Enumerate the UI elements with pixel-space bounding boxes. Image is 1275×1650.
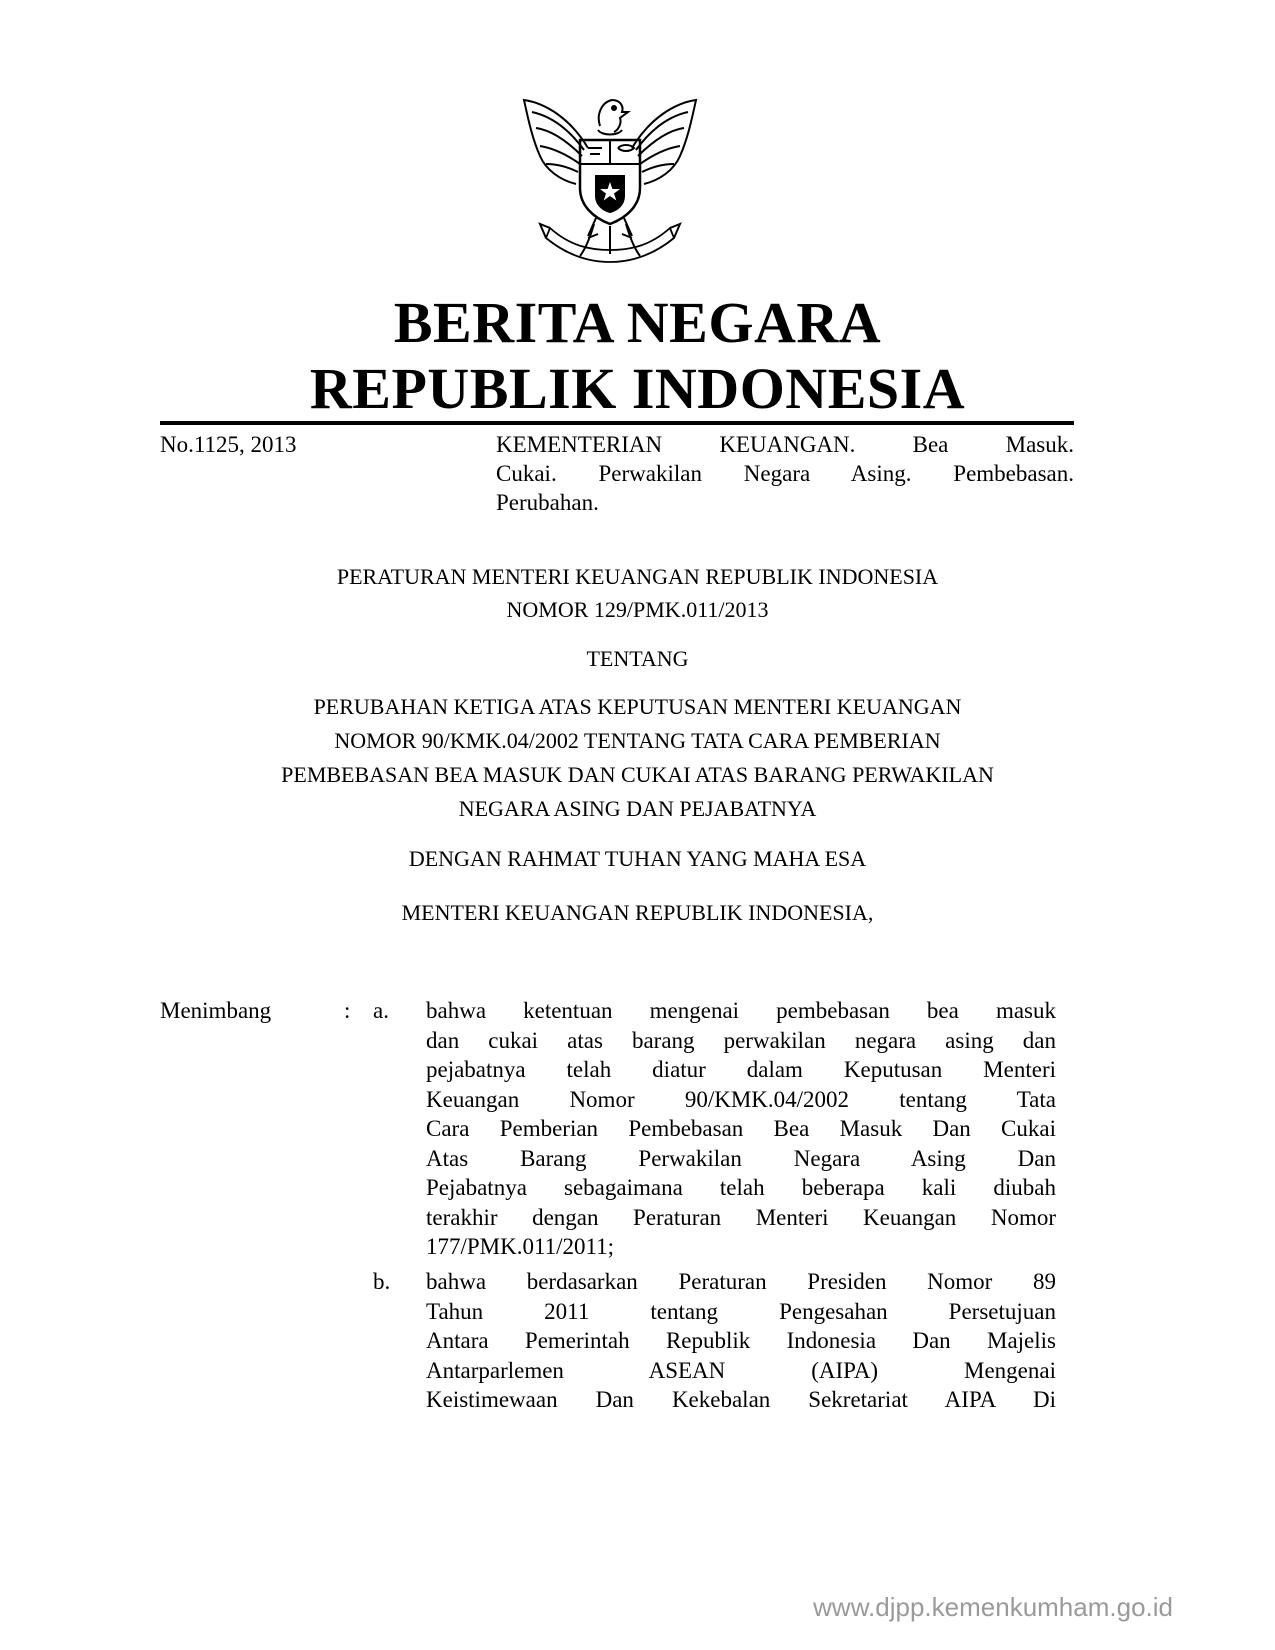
regulation-title-line: PEMBEBASAN BEA MASUK DAN CUKAI ATAS BARANG PERWAKILAN [281,762,994,787]
source-watermark: www.djpp.kemenkumham.go.id [813,1592,1173,1622]
masthead-divider [160,421,1074,425]
considering-item-b [426,1267,1056,1415]
regulation-title-line: NEGARA ASING DAN PEJABATNYA [458,796,817,821]
considering-item-letter: a. [373,998,389,1023]
gazette-subject-line: KEMENTERIAN KEUANGAN. Bea Masuk. [496,432,1074,457]
gazette-title-line2: REPUBLIK INDONESIA [309,356,966,421]
considering-line: dan cukai atas barang perwakilan negara asing dan [426,1027,1056,1053]
considering-colon: : [344,998,351,1023]
considering-item-letter: b. [373,1269,391,1294]
considering-item-a [426,996,1056,1262]
gazette-number: No.1125, 2013 [160,432,297,457]
considering-line: bahwa ketentuan mengenai pembebasan bea masuk [426,998,1056,1023]
regulation-number: NOMOR 129/PMK.011/2013 [506,597,769,622]
considering-line: Keuangan Nomor 90/KMK.04/2002 tentang Tata [426,1086,1056,1112]
regulation-title-line: NOMOR 90/KMK.04/2002 TENTANG TATA CARA PEMBERIAN [334,728,941,753]
regulation-issuer: PERATURAN MENTERI KEUANGAN REPUBLIK INDONESIA [336,564,939,589]
considering-label: Menimbang [160,998,272,1023]
considering-line: 177/PMK.011/2011; [426,1234,615,1259]
regulation-about: TENTANG [586,646,689,671]
gazette-subject [496,430,1074,517]
considering-line: Tahun 2011 tentang Pengesahan Persetujuan [426,1298,1056,1324]
garuda-pancasila-emblem-icon [510,78,710,273]
gazette-subject-line: Cukai. Perwakilan Negara Asing. Pembebasan. [496,461,1074,486]
regulation-authority: MENTERI KEUANGAN REPUBLIK INDONESIA, [401,900,874,925]
regulation-title-line: PERUBAHAN KETIGA ATAS KEPUTUSAN MENTERI KEUANGAN [313,694,962,719]
considering-line: bahwa berdasarkan Peraturan Presiden Nomor 89 [426,1269,1056,1294]
considering-line: Cara Pemberian Pembebasan Bea Masuk Dan Cukai [426,1116,1056,1141]
considering-line: Pejabatnya sebagaimana telah beberapa kali diubah [426,1175,1056,1200]
considering-line: Antarparlemen ASEAN (AIPA) Mengenai [426,1357,1056,1383]
considering-line: Keistimewaan Dan Kekebalan Sekretariat AIPA Di [426,1387,1056,1412]
considering-line: terakhir dengan Peraturan Menteri Keuangan Nomor [426,1204,1056,1230]
considering-line: Antara Pemerintah Republik Indonesia Dan Majelis [426,1328,1056,1353]
gazette-title-line1: BERITA NEGARA [393,290,882,355]
gazette-subject-line: Perubahan. [496,490,599,515]
considering-line: pejabatnya telah diatur dalam Keputusan Menteri [426,1057,1056,1082]
considering-line: Atas Barang Perwakilan Negara Asing Dan [426,1145,1056,1171]
regulation-invocation: DENGAN RAHMAT TUHAN YANG MAHA ESA [408,846,867,871]
